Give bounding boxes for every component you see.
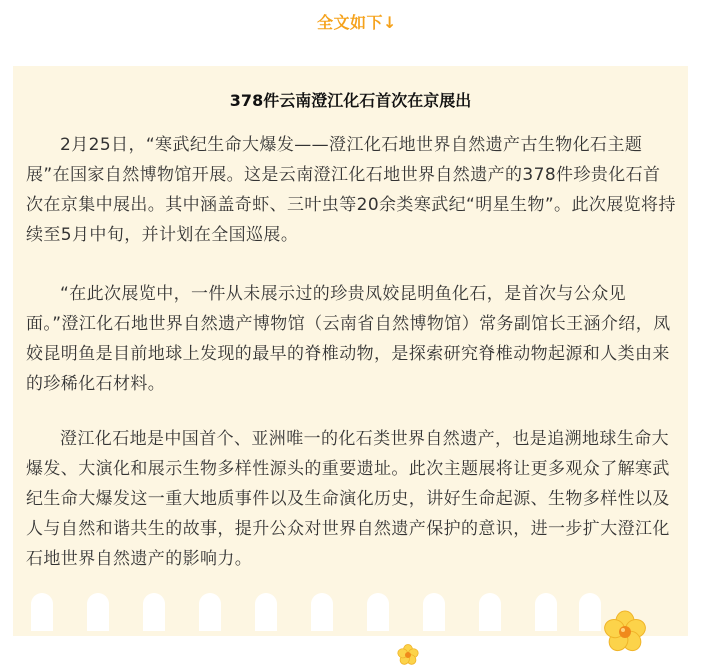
bubble-decoration — [367, 593, 389, 631]
lead-heading: 全文如下↓ — [317, 13, 397, 32]
bubble-decoration — [479, 593, 501, 631]
bubble-decoration — [199, 593, 221, 631]
bubble-decoration — [143, 593, 165, 631]
article-card — [13, 66, 688, 636]
bubble-decoration — [535, 593, 557, 631]
flower-icon — [396, 643, 420, 667]
bubble-decoration — [31, 593, 53, 631]
bubble-decoration — [87, 593, 109, 631]
article-paragraph-3: 澄江化石地是中国首个、亚洲唯一的化石类世界自然遗产，也是追溯地球生命大爆发、大演化和展示生物多样性源头的重要遗址。此次主题展将让更多观众了解寒武纪生命大爆发这一重大地质事件以及生命演化历史，讲好生命起源、生物多样性以及人与自然和谐共生的故事，提升公众对世界自然遗产保护的意识，进一步扩大澄江化石地世界自然遗产的影响力。 — [26, 429, 670, 569]
bubble-decoration — [255, 593, 277, 631]
article-paragraph-2: “在此次展览中，一件从未展示过的珍贵凤姣昆明鱼化石，是首次与公众见面。”澄江化石地世界自然遗产博物馆（云南省自然博物馆）常务副馆长王涵介绍，凤姣昆明鱼是目前地球上发现的最早的脊椎动物，是探索研究脊椎动物起源和人类由来的珍稀化石材料。 — [26, 284, 671, 394]
bubble-decoration-row — [23, 593, 603, 633]
bubble-decoration — [579, 593, 601, 631]
flower-icon — [600, 608, 650, 656]
article-title: 378件云南澄江化石首次在京展出 — [229, 91, 472, 110]
article-paragraph-1: 2月25日，“寒武纪生命大爆发——澄江化石地世界自然遗产古生物化石主题展”在国家自然博物馆开展。这是云南澄江化石地世界自然遗产的378件珍贵化石首次在京集中展出。其中涵盖奇虾、三叶虫等20余类寒武纪“明星生物”。此次展览将持续至5月中旬，并计划在全国巡展。 — [26, 135, 676, 245]
bubble-decoration — [311, 593, 333, 631]
bubble-decoration — [423, 593, 445, 631]
